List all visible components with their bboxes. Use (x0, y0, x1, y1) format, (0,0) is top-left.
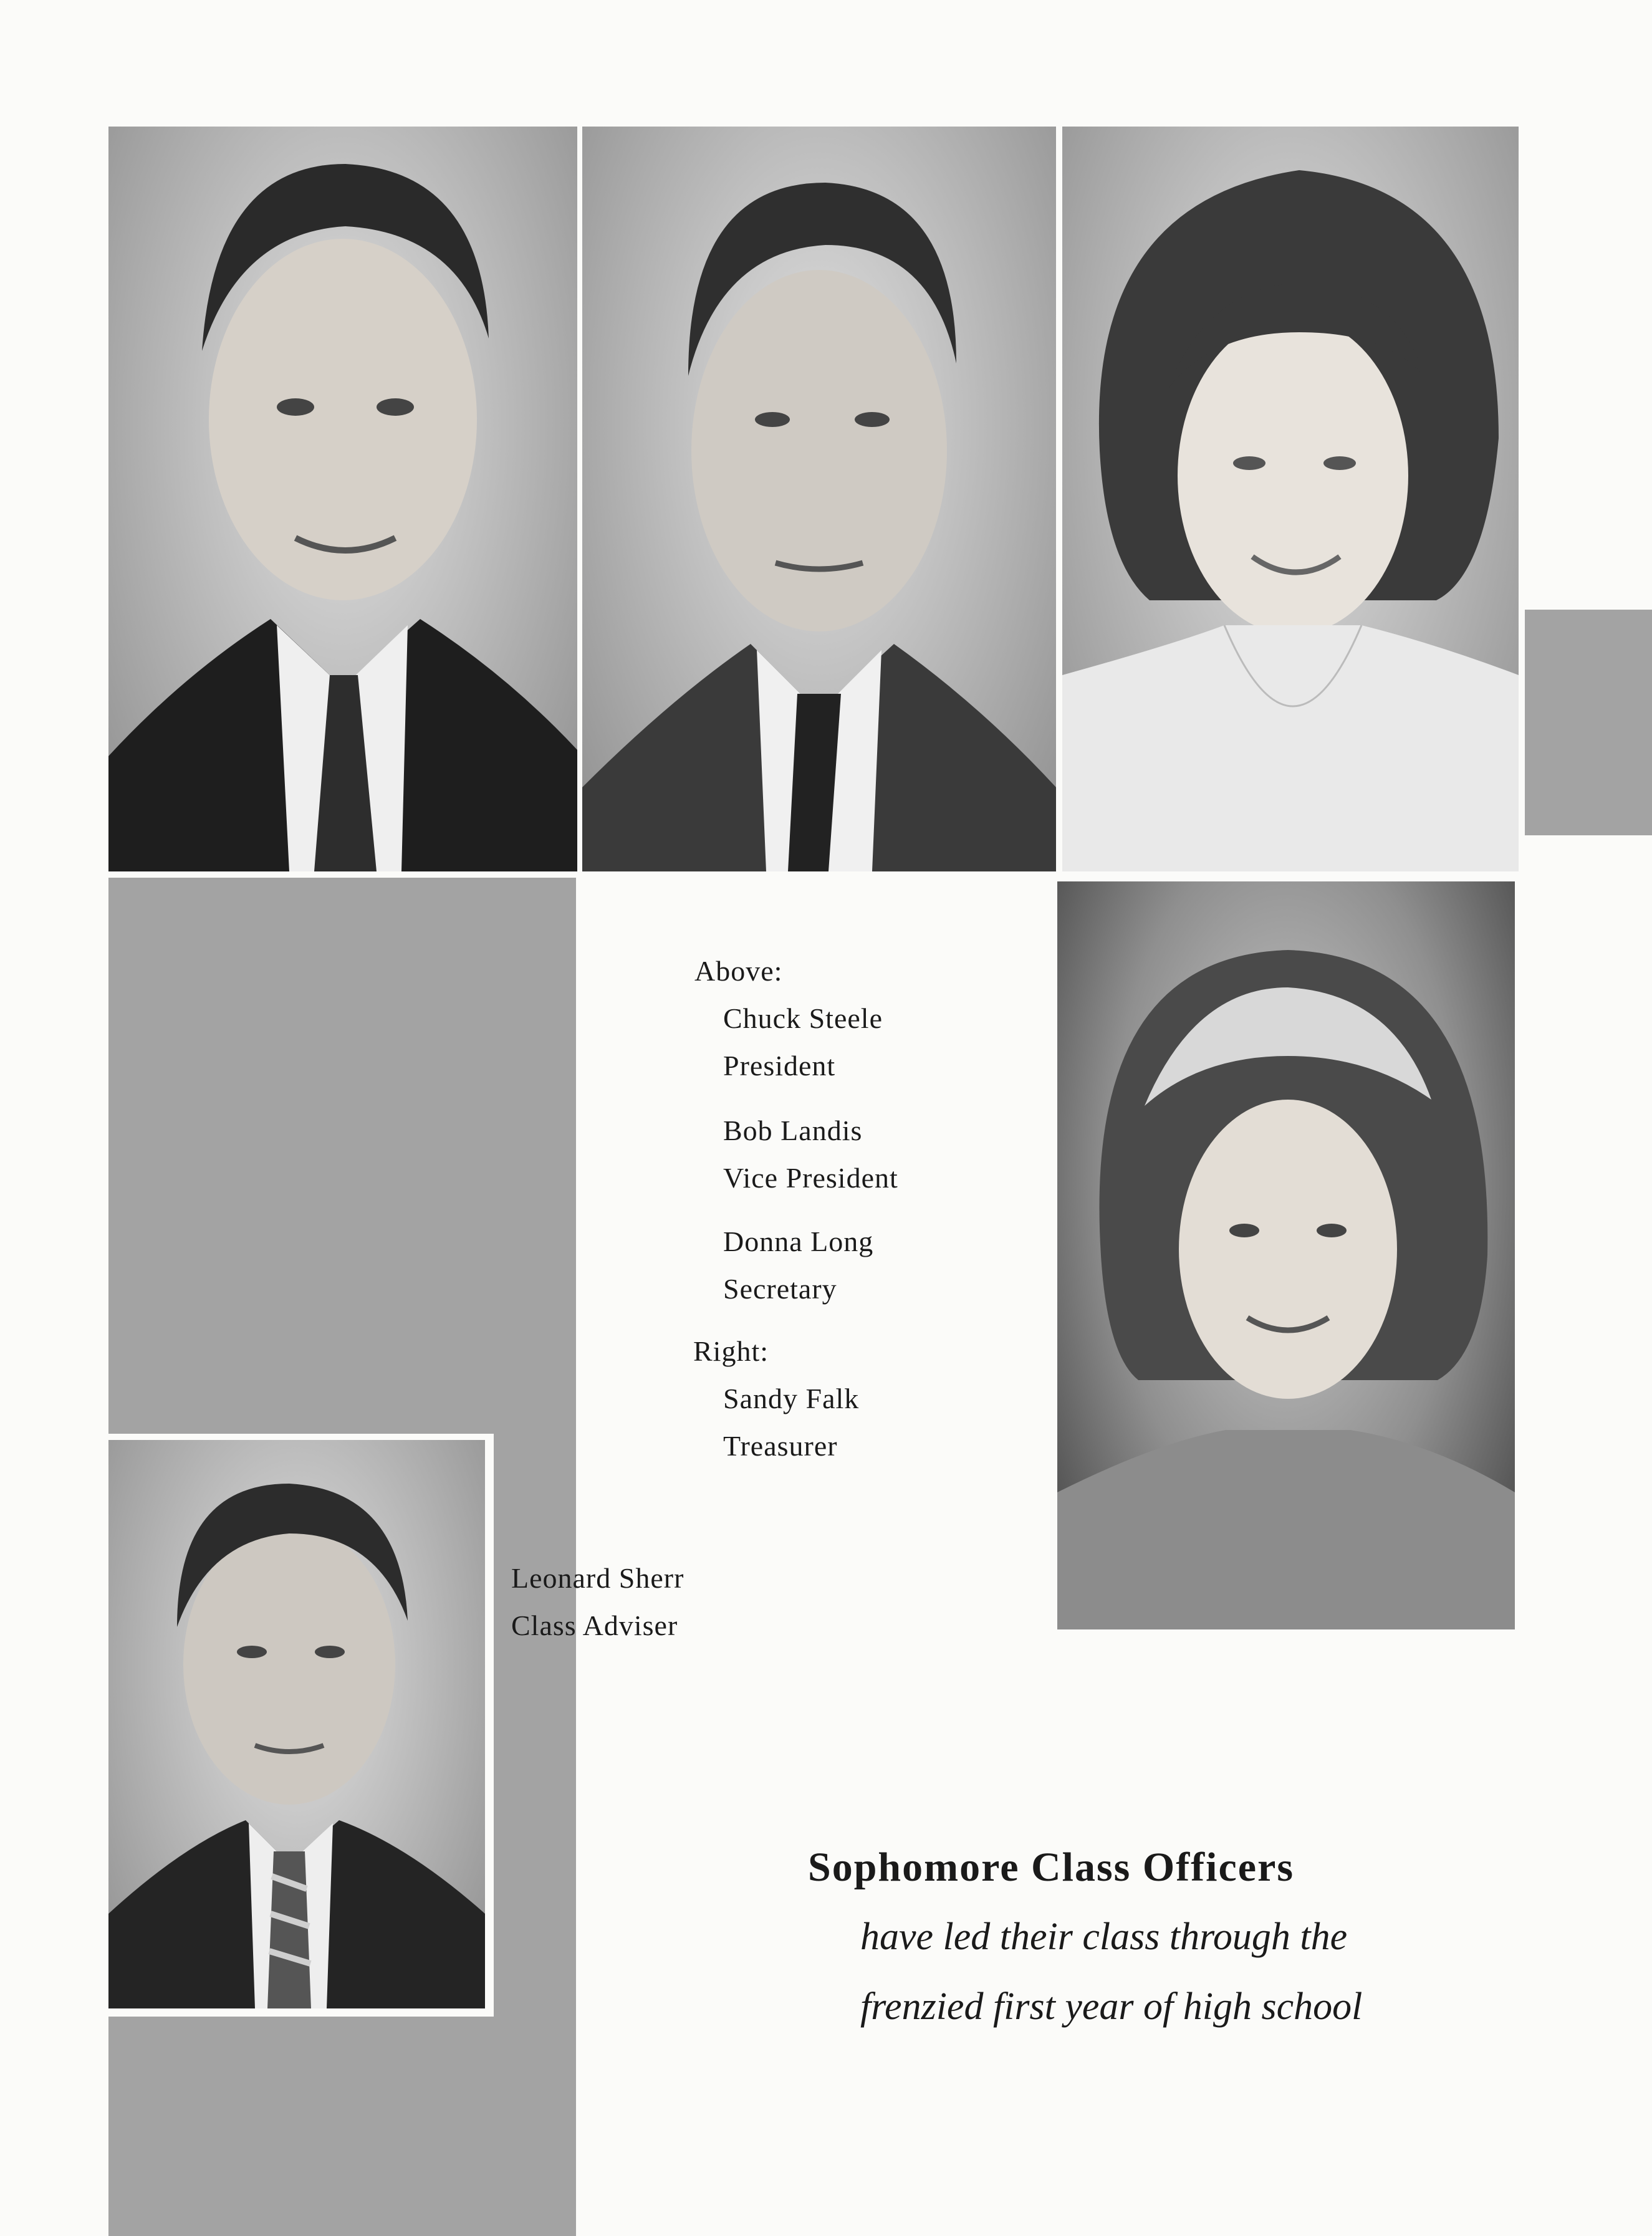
caption-above-heading: Above: (694, 955, 783, 987)
officer-role-secretary: Secretary (723, 1273, 837, 1305)
edge-gray-tab (1525, 610, 1652, 835)
portrait-donna-long (1062, 127, 1519, 871)
officer-name-secretary: Donna Long (723, 1226, 874, 1257)
adviser-name: Leonard Sherr (511, 1562, 684, 1594)
officer-name-vice-president: Bob Landis (723, 1115, 863, 1146)
portrait-sandy-falk (1057, 881, 1515, 1629)
adviser-role: Class Adviser (511, 1610, 678, 1641)
portrait-bob-landis (582, 127, 1056, 871)
portrait-leonard-sherr (108, 1440, 485, 2008)
portrait-chuck-steele (108, 127, 577, 871)
officer-name-treasurer: Sandy Falk (723, 1383, 860, 1414)
headline-line-2: frenzied first year of high school (860, 1985, 1363, 2028)
headline-title: Sophomore Class Officers (808, 1845, 1295, 1890)
officer-name-president: Chuck Steele (723, 1002, 883, 1034)
caption-right-heading: Right: (693, 1335, 769, 1367)
officer-role-treasurer: Treasurer (723, 1430, 838, 1462)
officer-role-president: President (723, 1050, 836, 1082)
headline-line-1: have led their class through the (860, 1916, 1348, 1958)
officer-role-vice-president: Vice President (723, 1162, 898, 1194)
